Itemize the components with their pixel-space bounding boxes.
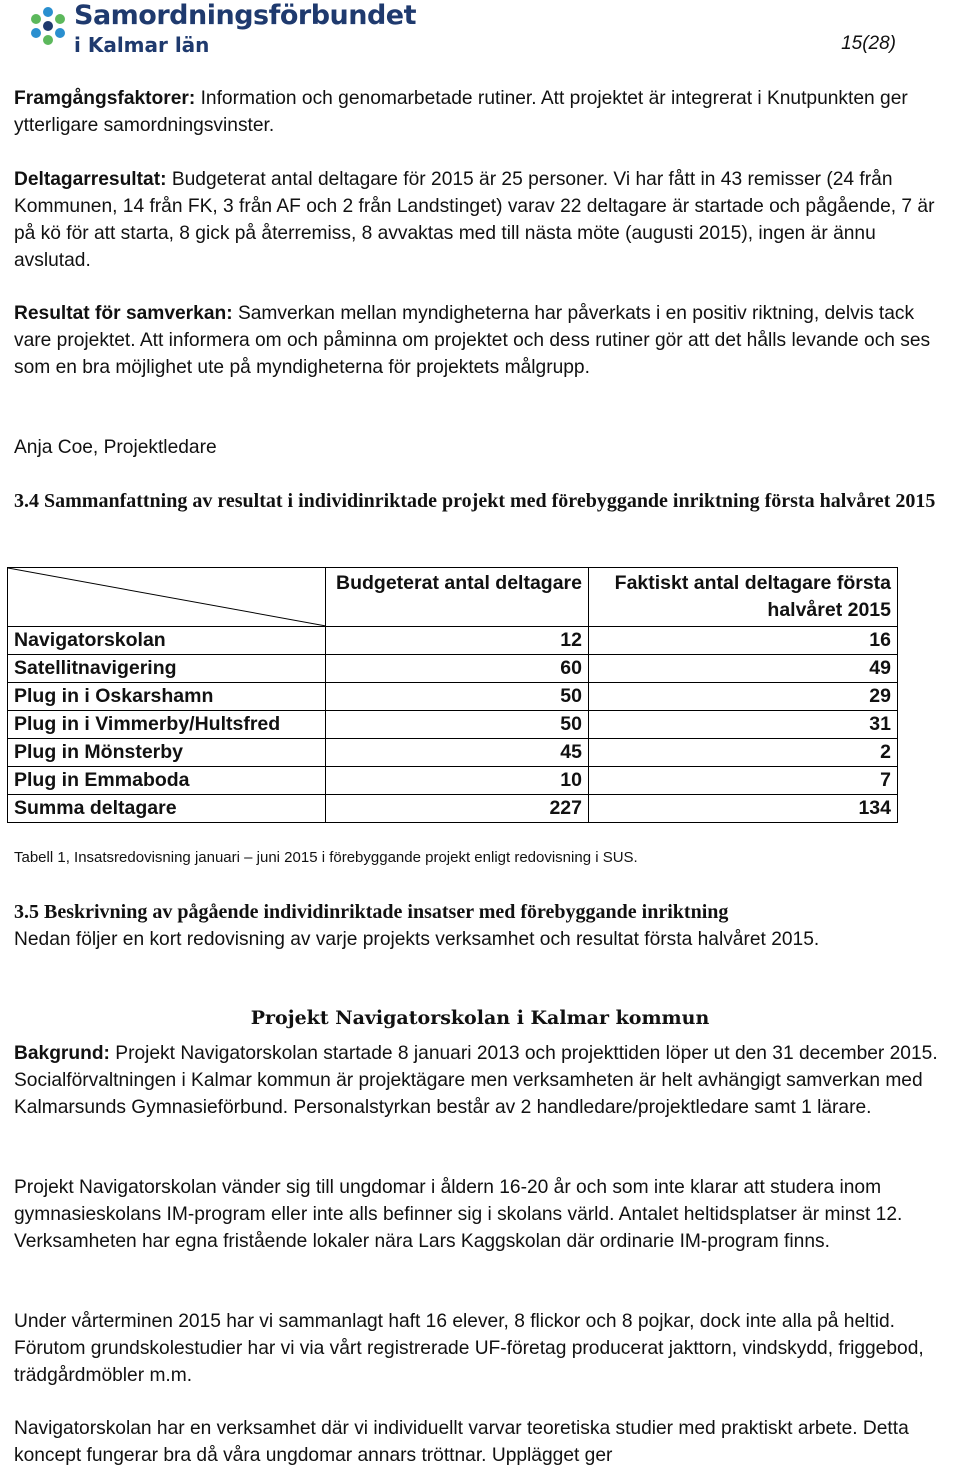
row-name: Plug in Mönsterby xyxy=(8,739,326,767)
table-row xyxy=(8,767,898,795)
framgang-text: Information och genomarbetade rutiner. Att projektet är integrerat i Knutpunkten ger ytterligare samordningsvinster. xyxy=(14,88,908,136)
signature: Anja Coe, Projektledare xyxy=(14,437,217,458)
target-paragraph: Projekt Navigatorskolan vänder sig till ungdomar i åldern 16-20 år och som inte klarar att studera inom gymnasieskolans IM-program eller inte alls befinner sig i skolans värld. Antalet heltidsplatser är minst 12. Verksamheten har egna fristående lokaler nära Lars Kaggskolan där ordinarie IM-program finns. xyxy=(14,1177,903,1252)
table-row xyxy=(8,655,898,683)
row-name: Plug in i Oskarshamn xyxy=(8,683,326,711)
bakgrund-paragraph xyxy=(14,1040,954,1121)
section-35-heading: 3.5 Beskrivning av pågående individinriktade insatser med förebyggande inriktning xyxy=(14,901,729,923)
table-row xyxy=(8,683,898,711)
row-budget: 50 xyxy=(326,711,589,739)
row-budget: 10 xyxy=(326,767,589,795)
logo-icon xyxy=(28,6,68,46)
deltagar-text: Budgeterat antal deltagare för 2015 är 25 personer. Vi har fått in 43 remisser (24 från Kommunen, 14 från FK, 3 från AF och 2 från Landstinget) varav 22 deltagare är startade och pågående, 7 är på kö för att starta, 8 gick på återremiss, 8 avvaktas med till nästa möte (augusti 2015), ingen är ännu avslutad. xyxy=(14,169,935,271)
diagonal-line xyxy=(8,568,326,626)
table-row xyxy=(8,627,898,655)
samverkan-paragraph xyxy=(14,300,954,381)
deltagar-label: Deltagarresultat: xyxy=(14,169,167,190)
section-35-text: Nedan följer en kort redovisning av varje projekts verksamhet och resultat första halvåret 2015. xyxy=(14,929,820,950)
framgang-paragraph xyxy=(14,85,954,139)
bakgrund-label: Bakgrund: xyxy=(14,1043,110,1064)
row-actual: 16 xyxy=(589,627,898,655)
results-table xyxy=(7,567,898,823)
row-actual: 29 xyxy=(589,683,898,711)
header-actual: Faktiskt antal deltagare första halvåret 2015 xyxy=(589,568,898,627)
row-name: Summa deltagare xyxy=(8,795,326,823)
row-actual: 49 xyxy=(589,655,898,683)
project-title: Projekt Navigatorskolan i Kalmar kommun xyxy=(250,1007,710,1029)
page-number: 15(28) xyxy=(841,33,896,54)
logo xyxy=(28,0,417,62)
table-row xyxy=(8,795,898,823)
samverkan-label: Resultat för samverkan: xyxy=(14,303,233,324)
section-34-heading: 3.4 Sammanfattning av resultat i individinriktade projekt med förebyggande inriktning första halvåret 2015 xyxy=(14,490,936,512)
row-name: Plug in i Vimmerby/Hultsfred xyxy=(8,711,326,739)
table-row xyxy=(8,739,898,767)
diagonal-header-cell xyxy=(8,568,326,627)
table-header-row xyxy=(8,568,898,627)
table-body xyxy=(8,627,898,823)
row-name: Satellitnavigering xyxy=(8,655,326,683)
logo-subtitle: i Kalmar län xyxy=(74,33,210,57)
table-row xyxy=(8,711,898,739)
spring-paragraph: Under vårterminen 2015 har vi sammanlagt haft 16 elever, 8 flickor och 8 pojkar, dock inte alla på heltid. Förutom grundskolestudier har vi via vårt registrerade UF-företag producerat jakttorn, vindskydd, friggebod, trädgårdmöbler m.m. xyxy=(14,1311,924,1386)
header-budget: Budgeterat antal deltagare xyxy=(326,568,589,627)
deltagar-paragraph xyxy=(14,166,954,274)
row-budget: 50 xyxy=(326,683,589,711)
row-actual: 2 xyxy=(589,739,898,767)
row-budget: 12 xyxy=(326,627,589,655)
table-caption: Tabell 1, Insatsredovisning januari – juni 2015 i förebyggande projekt enligt redovisning i SUS. xyxy=(14,849,638,866)
row-budget: 227 xyxy=(326,795,589,823)
row-actual: 31 xyxy=(589,711,898,739)
row-budget: 60 xyxy=(326,655,589,683)
samverkan-text: Samverkan mellan myndigheterna har påverkats i en positiv riktning, delvis tack vare projektet. Att informera om och påminna om projektet och dess rutiner gör att det hålls levande och ses som en bra möjlighet ute på myndigheterna för projektets målgrupp. xyxy=(14,303,931,378)
bakgrund-text: Projekt Navigatorskolan startade 8 januari 2013 och projekttiden löper ut den 31 december 2015. Socialförvaltningen i Kalmar kommun är projektägare men verksamheten är helt avhängigt samverkan med Kalmarsunds Gymnasieförbund. Personalstyrkan består av 2 handledare/projektledare samt 1 lärare. xyxy=(14,1043,938,1118)
framgang-label: Framgångsfaktorer: xyxy=(14,88,196,109)
concept-paragraph: Navigatorskolan har en verksamhet där vi individuellt varvar teoretiska studier med praktiskt arbete. Detta koncept fungerar bra då våra ungdomar annars tröttnar. Upplägget ger xyxy=(14,1418,909,1466)
row-actual: 134 xyxy=(589,795,898,823)
row-budget: 45 xyxy=(326,739,589,767)
row-name: Plug in Emmaboda xyxy=(8,767,326,795)
logo-title: Samordningsförbundet xyxy=(74,0,417,31)
row-name: Navigatorskolan xyxy=(8,627,326,655)
row-actual: 7 xyxy=(589,767,898,795)
